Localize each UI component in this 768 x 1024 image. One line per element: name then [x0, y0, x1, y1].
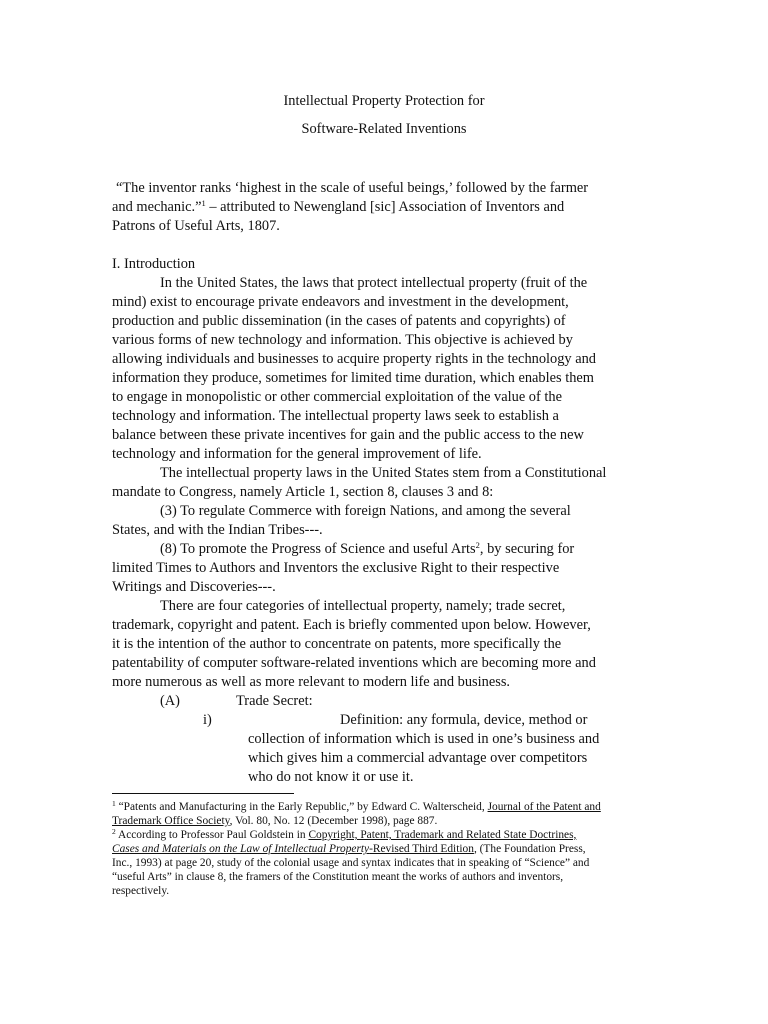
- paragraph-line: technology and information. The intellectual property laws seek to establish a: [112, 408, 559, 424]
- document-title-line-1: Intellectual Property Protection for: [283, 93, 485, 109]
- footnote-1: [112, 801, 672, 815]
- paragraph-line: information they produce, sometimes for limited time duration, which enables them: [112, 370, 594, 386]
- clause-3-line: States, and with the Indian Tribes---.: [112, 522, 323, 538]
- footnote-text: “Patents and Manufacturing in the Early Republic,” by Edward C. Walterscheid,: [115, 801, 488, 813]
- footnote-2: [112, 829, 672, 843]
- footnote-2-mark: 2: [112, 827, 116, 836]
- epigraph-text: – attributed to Newengland [sic] Association of Inventors and: [205, 199, 565, 215]
- clause-8-line: Writings and Discoveries---.: [112, 579, 276, 595]
- item-i-line: which gives him a commercial advantage over competitors: [248, 750, 588, 766]
- footnote-text: According to Professor Paul Goldstein in: [115, 829, 309, 841]
- footnote-ref-2[interactable]: 2: [475, 540, 480, 550]
- clause-8-text: (8) To promote the Progress of Science and useful Arts: [160, 541, 476, 557]
- paragraph-line: to engage in monopolistic or other commercial exploitation of the value of the: [112, 389, 562, 405]
- epigraph-line: Patrons of Useful Arts, 1807.: [112, 218, 280, 234]
- clause-8-line: [160, 540, 690, 559]
- paragraph-line: various forms of new technology and information. This objective is achieved by: [112, 332, 573, 348]
- section-a-title: Trade Secret:: [236, 693, 313, 709]
- paragraph-line: patentability of computer software-related inventions which are becoming more and: [112, 655, 596, 671]
- footnote-text: , Vol. 80, No. 12 (December 1998), page 887.: [229, 815, 438, 827]
- paragraph-line: allowing individuals and businesses to acquire property rights in the technology and: [112, 351, 596, 367]
- footnote-2-line: [112, 843, 672, 857]
- footnote-separator: [112, 793, 294, 794]
- item-i-line: collection of information which is used in one’s business and: [248, 731, 600, 747]
- epigraph-line: [112, 198, 642, 217]
- footnote-2-line: “useful Arts” in clause 8, the framers of the Constitution meant the works of authors and inventors,: [112, 871, 564, 883]
- paragraph-line: more numerous as well as more relevant to modern life and business.: [112, 674, 511, 690]
- footnote-1-line: [112, 815, 672, 829]
- paragraph-line: mandate to Congress, namely Article 1, section 8, clauses 3 and 8:: [112, 484, 494, 500]
- paragraph-line: The intellectual property laws in the United States stem from a Constitutional: [160, 465, 607, 481]
- epigraph-line: “The inventor ranks ‘highest in the scale of useful beings,’ followed by the farmer: [116, 180, 589, 196]
- footnote-2-line: respectively.: [112, 885, 170, 897]
- section-a-label: (A): [160, 693, 180, 709]
- journal-title: Trademark Office Society: [112, 815, 230, 827]
- paragraph-line: trademark, copyright and patent. Each is briefly commented upon below. However,: [112, 617, 591, 633]
- footnote-text: , (The Foundation Press,: [473, 843, 586, 855]
- paragraph-line: technology and information for the general improvement of life.: [112, 446, 482, 462]
- document-title-line-2: Software-Related Inventions: [301, 121, 467, 137]
- paragraph-line: mind) exist to encourage private endeavors and investment in the development,: [112, 294, 569, 310]
- book-title: Copyright, Patent, Trademark and Related State Doctrines,: [308, 829, 577, 841]
- paragraph-line: balance between these private incentives for gain and the public access to the new: [112, 427, 584, 443]
- book-edition: -Revised Third Edition: [369, 843, 474, 855]
- item-i-line: who do not know it or use it.: [248, 769, 414, 785]
- book-title: Cases and Materials on the Law of Intellectual Property: [112, 843, 370, 855]
- paragraph-line: There are four categories of intellectual property, namely; trade secret,: [160, 598, 566, 614]
- clause-8-line: limited Times to Authors and Inventors the exclusive Right to their respective: [112, 560, 560, 576]
- item-i-label: i): [203, 712, 212, 728]
- paragraph-line: In the United States, the laws that protect intellectual property (fruit of the: [160, 275, 588, 291]
- clause-8-text: , by securing for: [479, 541, 575, 557]
- section-heading-introduction: I. Introduction: [112, 256, 196, 272]
- paragraph-line: production and public dissemination (in the cases of patents and copyrights) of: [112, 313, 566, 329]
- footnote-1-mark: 1: [112, 799, 116, 808]
- epigraph-text: and mechanic.”: [112, 199, 202, 215]
- footnote-ref-1[interactable]: 1: [201, 198, 206, 208]
- clause-3-line: (3) To regulate Commerce with foreign Nations, and among the several: [160, 503, 571, 519]
- journal-title: Journal of the Patent and: [487, 801, 601, 813]
- item-i-line: Definition: any formula, device, method or: [340, 712, 588, 728]
- footnote-2-line: Inc., 1993) at page 20, study of the colonial usage and syntax indicates that in speaking of “Science” and: [112, 857, 590, 869]
- paragraph-line: it is the intention of the author to concentrate on patents, more specifically the: [112, 636, 562, 652]
